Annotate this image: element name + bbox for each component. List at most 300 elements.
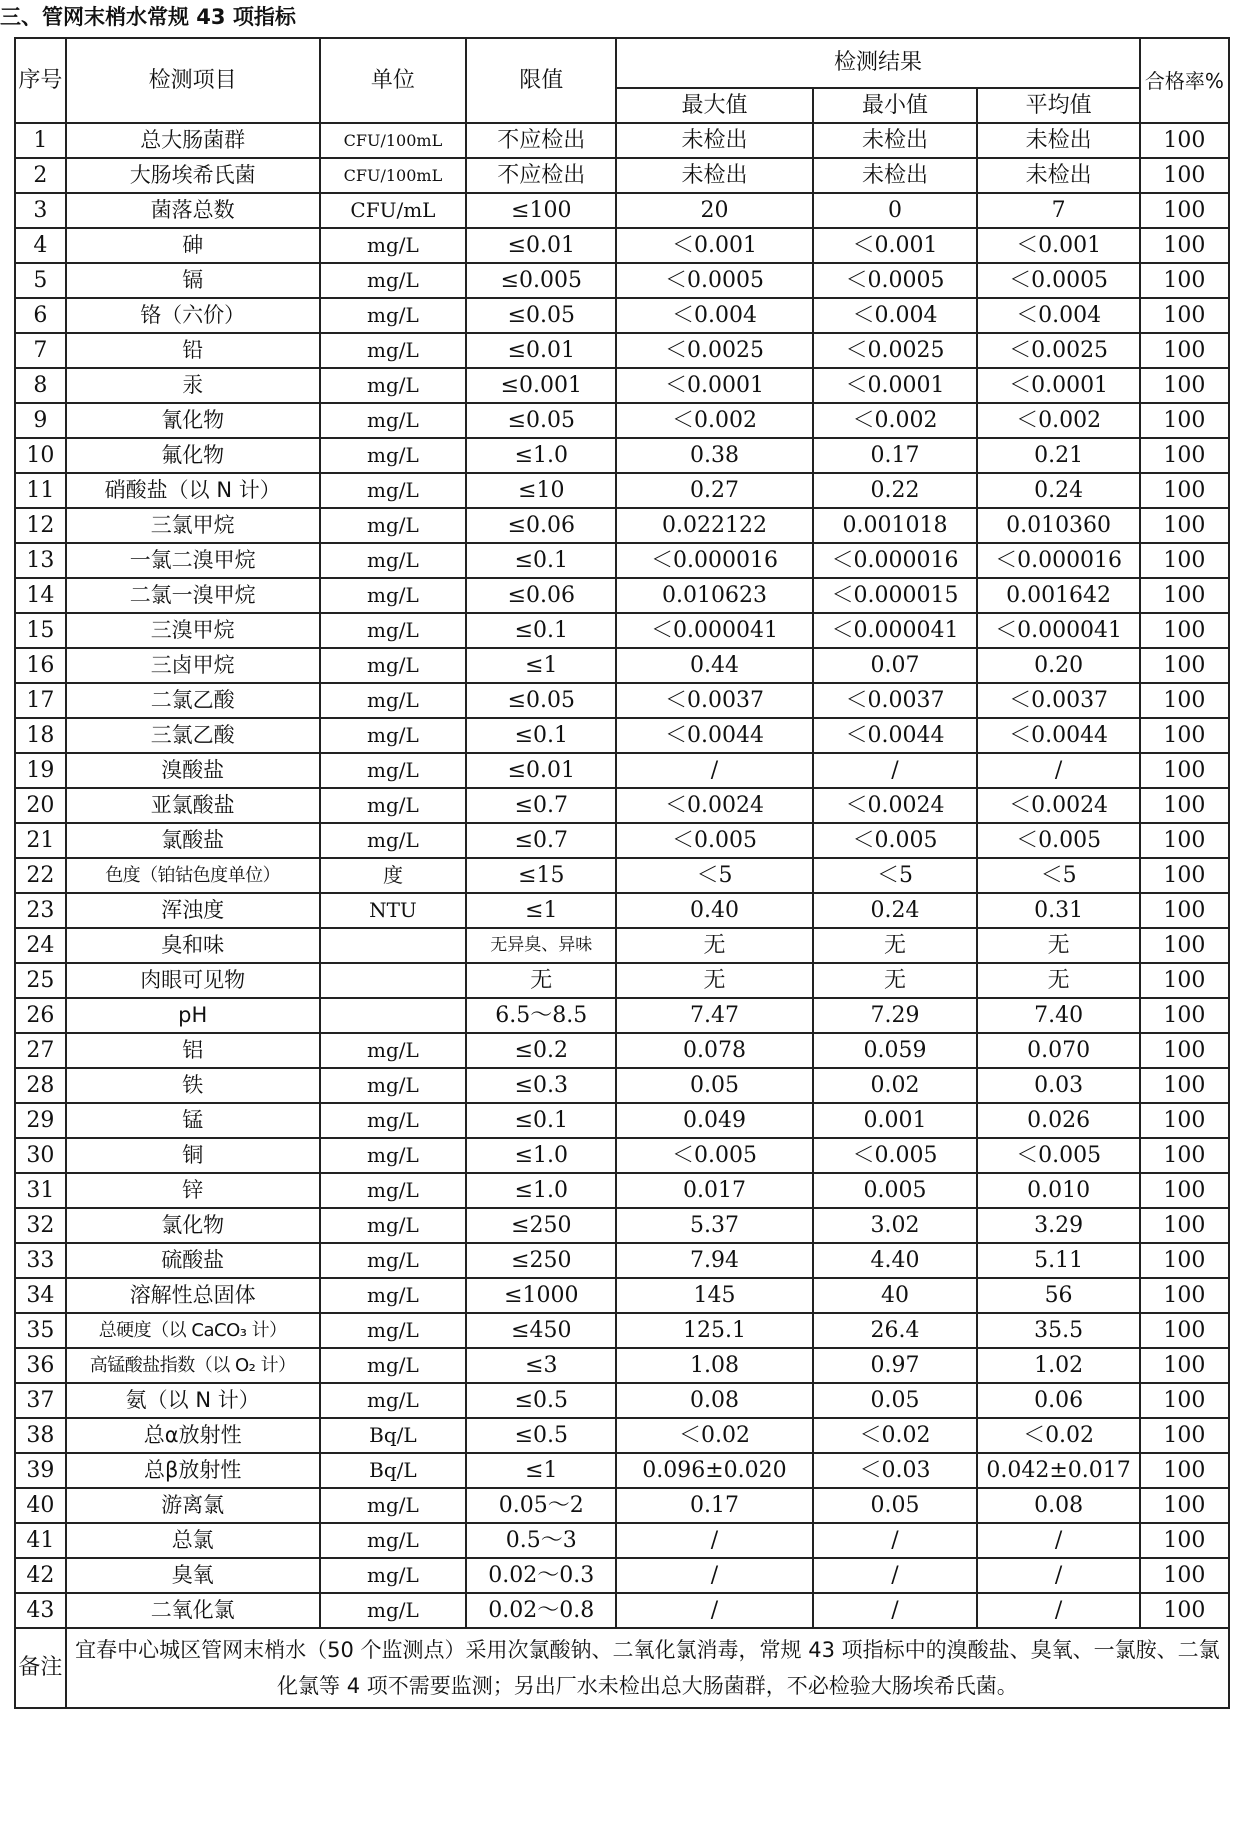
cell-max: 0.096±0.020: [616, 1453, 812, 1488]
cell-rate: 100: [1140, 333, 1229, 368]
cell-item: 肉眼可见物: [66, 963, 320, 998]
cell-min: ＜0.02: [813, 1418, 978, 1453]
cell-min: ＜5: [813, 858, 978, 893]
cell-rate: 100: [1140, 1418, 1229, 1453]
cell-item: 氟化物: [66, 438, 320, 473]
cell-avg: 0.010360: [977, 508, 1139, 543]
cell-max: 7.94: [616, 1243, 812, 1278]
cell-avg: ＜0.0025: [977, 333, 1139, 368]
cell-max: ＜0.0037: [616, 683, 812, 718]
cell-rate: 100: [1140, 858, 1229, 893]
cell-min: 0.17: [813, 438, 978, 473]
cell-max: 未检出: [616, 123, 812, 158]
cell-rate: 100: [1140, 228, 1229, 263]
cell-item: 氯化物: [66, 1208, 320, 1243]
cell-avg: ＜0.002: [977, 403, 1139, 438]
cell-max: ＜0.001: [616, 228, 812, 263]
cell-item: 三卤甲烷: [66, 648, 320, 683]
table-row: [15, 718, 1229, 753]
table-footer: [15, 1628, 1229, 1708]
cell-max: 1.08: [616, 1348, 812, 1383]
cell-min: /: [813, 1558, 978, 1593]
cell-limit: ≤250: [466, 1243, 616, 1278]
cell-min: 0.059: [813, 1033, 978, 1068]
cell-rate: 100: [1140, 368, 1229, 403]
cell-limit: ≤3: [466, 1348, 616, 1383]
cell-limit: ≤0.06: [466, 578, 616, 613]
cell-unit: mg/L: [320, 368, 467, 403]
cell-limit: ≤450: [466, 1313, 616, 1348]
table-row: [15, 928, 1229, 963]
cell-item: 氨（以 N 计）: [66, 1383, 320, 1418]
cell-min: ＜0.005: [813, 823, 978, 858]
cell-item: 亚氯酸盐: [66, 788, 320, 823]
cell-max: ＜0.0025: [616, 333, 812, 368]
cell-unit: mg/L: [320, 1138, 467, 1173]
cell-avg: ＜0.0037: [977, 683, 1139, 718]
cell-max: ＜0.000016: [616, 543, 812, 578]
cell-min: ＜0.0025: [813, 333, 978, 368]
table-row: [15, 333, 1229, 368]
cell-unit: mg/L: [320, 473, 467, 508]
cell-unit: mg/L: [320, 718, 467, 753]
header-rate: 合格率%: [1140, 38, 1229, 123]
cell-no: 39: [15, 1453, 66, 1488]
cell-rate: 100: [1140, 508, 1229, 543]
header-no: 序号: [15, 38, 66, 123]
cell-max: 0.38: [616, 438, 812, 473]
cell-rate: 100: [1140, 718, 1229, 753]
cell-item: 高锰酸盐指数（以 O₂ 计）: [66, 1348, 320, 1383]
cell-min: 0.001: [813, 1103, 978, 1138]
cell-rate: 100: [1140, 893, 1229, 928]
note-label: 备注: [15, 1628, 66, 1708]
cell-unit: mg/L: [320, 613, 467, 648]
note-text: 宜春中心城区管网末梢水（50 个监测点）采用次氯酸钠、二氧化氯消毒，常规 43 项指标中的溴酸盐、臭氧、一氯胺、二氯化氯等 4 项不需要监测；另出厂水未检出总大肠菌群，不必检验大肠埃希氏菌。: [66, 1628, 1229, 1708]
cell-limit: 无: [466, 963, 616, 998]
cell-unit: mg/L: [320, 1173, 467, 1208]
cell-min: 0.02: [813, 1068, 978, 1103]
cell-min: 0.05: [813, 1383, 978, 1418]
cell-item: 总硬度（以 CaCO₃ 计）: [66, 1313, 320, 1348]
cell-item: 铝: [66, 1033, 320, 1068]
cell-no: 40: [15, 1488, 66, 1523]
cell-limit: 0.05～2: [466, 1488, 616, 1523]
cell-rate: 100: [1140, 1278, 1229, 1313]
cell-max: ＜0.0001: [616, 368, 812, 403]
table-row: [15, 1418, 1229, 1453]
table-row: [15, 963, 1229, 998]
cell-item: 浑浊度: [66, 893, 320, 928]
cell-min: ＜0.03: [813, 1453, 978, 1488]
cell-no: 1: [15, 123, 66, 158]
cell-rate: 100: [1140, 648, 1229, 683]
cell-avg: 0.06: [977, 1383, 1139, 1418]
cell-item: 总氯: [66, 1523, 320, 1558]
cell-avg: ＜0.0044: [977, 718, 1139, 753]
cell-no: 10: [15, 438, 66, 473]
cell-min: /: [813, 1593, 978, 1628]
cell-no: 15: [15, 613, 66, 648]
cell-avg: 0.010: [977, 1173, 1139, 1208]
cell-unit: mg/L: [320, 333, 467, 368]
table-row: [15, 1033, 1229, 1068]
cell-limit: 无异臭、异味: [466, 928, 616, 963]
cell-rate: 100: [1140, 823, 1229, 858]
cell-max: 0.44: [616, 648, 812, 683]
cell-item: 总α放射性: [66, 1418, 320, 1453]
note-row: [15, 1628, 1229, 1708]
cell-limit: ≤0.01: [466, 753, 616, 788]
cell-unit: mg/L: [320, 578, 467, 613]
cell-rate: 100: [1140, 1173, 1229, 1208]
table-row: [15, 228, 1229, 263]
header-min: 最小值: [813, 88, 978, 123]
cell-unit: mg/L: [320, 753, 467, 788]
cell-item: pH: [66, 998, 320, 1033]
cell-limit: ≤0.3: [466, 1068, 616, 1103]
cell-limit: ≤0.1: [466, 613, 616, 648]
cell-avg: 56: [977, 1278, 1139, 1313]
table-row: [15, 648, 1229, 683]
cell-min: 7.29: [813, 998, 978, 1033]
cell-no: 33: [15, 1243, 66, 1278]
cell-limit: ≤1000: [466, 1278, 616, 1313]
results-table: [14, 37, 1230, 1709]
table-row: [15, 613, 1229, 648]
cell-item: 铜: [66, 1138, 320, 1173]
cell-limit: ≤1: [466, 893, 616, 928]
cell-max: ＜0.005: [616, 1138, 812, 1173]
cell-no: 24: [15, 928, 66, 963]
cell-item: 一氯二溴甲烷: [66, 543, 320, 578]
cell-min: /: [813, 1523, 978, 1558]
cell-avg: 0.21: [977, 438, 1139, 473]
cell-unit: mg/L: [320, 1243, 467, 1278]
cell-min: 0.07: [813, 648, 978, 683]
cell-no: 20: [15, 788, 66, 823]
cell-max: /: [616, 1558, 812, 1593]
cell-max: 无: [616, 928, 812, 963]
cell-avg: 无: [977, 963, 1139, 998]
table-row: [15, 893, 1229, 928]
cell-limit: 0.02～0.3: [466, 1558, 616, 1593]
table-row: [15, 1243, 1229, 1278]
table-row: [15, 1348, 1229, 1383]
cell-no: 3: [15, 193, 66, 228]
cell-avg: 7.40: [977, 998, 1139, 1033]
cell-limit: ≤15: [466, 858, 616, 893]
cell-avg: 无: [977, 928, 1139, 963]
cell-rate: 100: [1140, 683, 1229, 718]
cell-min: ＜0.001: [813, 228, 978, 263]
cell-min: ＜0.0001: [813, 368, 978, 403]
cell-rate: 100: [1140, 998, 1229, 1033]
cell-avg: 5.11: [977, 1243, 1139, 1278]
cell-avg: 0.31: [977, 893, 1139, 928]
cell-no: 37: [15, 1383, 66, 1418]
cell-min: 0.22: [813, 473, 978, 508]
cell-unit: mg/L: [320, 1103, 467, 1138]
cell-unit: mg/L: [320, 1208, 467, 1243]
cell-no: 13: [15, 543, 66, 578]
cell-unit: mg/L: [320, 263, 467, 298]
cell-rate: 100: [1140, 1208, 1229, 1243]
cell-item: 二氯一溴甲烷: [66, 578, 320, 613]
table-row: [15, 123, 1229, 158]
header-max: 最大值: [616, 88, 812, 123]
cell-rate: 100: [1140, 1033, 1229, 1068]
header-row-1: [15, 38, 1229, 88]
cell-no: 38: [15, 1418, 66, 1453]
cell-avg: ＜0.000041: [977, 613, 1139, 648]
cell-unit: mg/L: [320, 1523, 467, 1558]
cell-min: 26.4: [813, 1313, 978, 1348]
cell-rate: 100: [1140, 963, 1229, 998]
cell-min: 无: [813, 963, 978, 998]
cell-no: 14: [15, 578, 66, 613]
cell-item: 镉: [66, 263, 320, 298]
cell-min: 未检出: [813, 158, 978, 193]
cell-no: 31: [15, 1173, 66, 1208]
cell-max: ＜0.0044: [616, 718, 812, 753]
cell-item: 二氧化氯: [66, 1593, 320, 1628]
cell-no: 21: [15, 823, 66, 858]
cell-max: 0.27: [616, 473, 812, 508]
cell-unit: CFU/mL: [320, 193, 467, 228]
cell-limit: ≤0.7: [466, 823, 616, 858]
table-row: [15, 193, 1229, 228]
cell-avg: 未检出: [977, 123, 1139, 158]
cell-limit: ≤1.0: [466, 1173, 616, 1208]
cell-no: 12: [15, 508, 66, 543]
cell-max: 5.37: [616, 1208, 812, 1243]
cell-limit: ≤0.1: [466, 1103, 616, 1138]
cell-rate: 100: [1140, 1068, 1229, 1103]
cell-no: 26: [15, 998, 66, 1033]
cell-min: 无: [813, 928, 978, 963]
cell-avg: /: [977, 1593, 1139, 1628]
cell-no: 8: [15, 368, 66, 403]
cell-min: ＜0.0044: [813, 718, 978, 753]
cell-avg: ＜0.004: [977, 298, 1139, 333]
cell-avg: /: [977, 1558, 1139, 1593]
cell-limit: ≤0.1: [466, 543, 616, 578]
cell-unit: mg/L: [320, 1488, 467, 1523]
table-row: [15, 578, 1229, 613]
cell-no: 34: [15, 1278, 66, 1313]
cell-unit: mg/L: [320, 1593, 467, 1628]
cell-avg: ＜0.0024: [977, 788, 1139, 823]
cell-limit: ≤0.05: [466, 298, 616, 333]
cell-no: 19: [15, 753, 66, 788]
cell-item: 氰化物: [66, 403, 320, 438]
cell-rate: 100: [1140, 193, 1229, 228]
cell-unit: mg/L: [320, 543, 467, 578]
cell-min: 4.40: [813, 1243, 978, 1278]
cell-unit: mg/L: [320, 1278, 467, 1313]
cell-no: 18: [15, 718, 66, 753]
cell-unit: NTU: [320, 893, 467, 928]
cell-max: ＜0.02: [616, 1418, 812, 1453]
cell-unit: [320, 963, 467, 998]
table-row: [15, 1383, 1229, 1418]
cell-unit: mg/L: [320, 508, 467, 543]
cell-max: 0.022122: [616, 508, 812, 543]
cell-min: 0.97: [813, 1348, 978, 1383]
cell-rate: 100: [1140, 1593, 1229, 1628]
cell-no: 11: [15, 473, 66, 508]
cell-unit: mg/L: [320, 1558, 467, 1593]
table-row: [15, 298, 1229, 333]
cell-min: ＜0.004: [813, 298, 978, 333]
cell-unit: mg/L: [320, 1348, 467, 1383]
table-row: [15, 858, 1229, 893]
cell-max: 未检出: [616, 158, 812, 193]
cell-limit: 6.5～8.5: [466, 998, 616, 1033]
cell-item: 二氯乙酸: [66, 683, 320, 718]
cell-avg: ＜5: [977, 858, 1139, 893]
cell-item: 铁: [66, 1068, 320, 1103]
cell-item: 臭氧: [66, 1558, 320, 1593]
table-row: [15, 788, 1229, 823]
cell-max: ＜5: [616, 858, 812, 893]
cell-item: 大肠埃希氏菌: [66, 158, 320, 193]
cell-item: 硫酸盐: [66, 1243, 320, 1278]
table-row: [15, 158, 1229, 193]
cell-avg: ＜0.0005: [977, 263, 1139, 298]
cell-limit: ≤0.001: [466, 368, 616, 403]
header-item: 检测项目: [66, 38, 320, 123]
cell-item: 三氯甲烷: [66, 508, 320, 543]
cell-rate: 100: [1140, 403, 1229, 438]
section-title: 三、管网末梢水常规 43 项指标: [0, 5, 296, 29]
cell-rate: 100: [1140, 753, 1229, 788]
cell-min: ＜0.000015: [813, 578, 978, 613]
cell-rate: 100: [1140, 1558, 1229, 1593]
cell-avg: 0.001642: [977, 578, 1139, 613]
cell-unit: mg/L: [320, 1383, 467, 1418]
cell-limit: ≤250: [466, 1208, 616, 1243]
table-row: [15, 1208, 1229, 1243]
cell-rate: 100: [1140, 473, 1229, 508]
cell-no: 30: [15, 1138, 66, 1173]
table-body: [15, 123, 1229, 1628]
cell-unit: CFU/100mL: [320, 158, 467, 193]
cell-min: 0.001018: [813, 508, 978, 543]
table-row: [15, 1103, 1229, 1138]
cell-limit: ≤0.1: [466, 718, 616, 753]
cell-item: 溴酸盐: [66, 753, 320, 788]
cell-max: 0.08: [616, 1383, 812, 1418]
header-result: 检测结果: [616, 38, 1140, 88]
cell-item: 硝酸盐（以 N 计）: [66, 473, 320, 508]
cell-rate: 100: [1140, 1138, 1229, 1173]
cell-item: 汞: [66, 368, 320, 403]
cell-limit: ≤1.0: [466, 1138, 616, 1173]
cell-item: 色度（铂钴色度单位）: [66, 858, 320, 893]
cell-max: ＜0.0005: [616, 263, 812, 298]
cell-rate: 100: [1140, 1103, 1229, 1138]
cell-unit: mg/L: [320, 403, 467, 438]
cell-min: 3.02: [813, 1208, 978, 1243]
cell-item: 砷: [66, 228, 320, 263]
cell-no: 4: [15, 228, 66, 263]
cell-min: 0.005: [813, 1173, 978, 1208]
cell-min: 40: [813, 1278, 978, 1313]
table-row: [15, 1278, 1229, 1313]
cell-no: 43: [15, 1593, 66, 1628]
cell-max: /: [616, 753, 812, 788]
cell-max: 0.40: [616, 893, 812, 928]
cell-limit: ≤1: [466, 1453, 616, 1488]
cell-min: ＜0.005: [813, 1138, 978, 1173]
header-limit: 限值: [466, 38, 616, 123]
header-unit: 单位: [320, 38, 467, 123]
cell-max: 7.47: [616, 998, 812, 1033]
cell-max: 0.049: [616, 1103, 812, 1138]
cell-max: 0.05: [616, 1068, 812, 1103]
cell-avg: 未检出: [977, 158, 1139, 193]
cell-unit: mg/L: [320, 648, 467, 683]
cell-unit: mg/L: [320, 1033, 467, 1068]
cell-max: ＜0.005: [616, 823, 812, 858]
cell-avg: /: [977, 1523, 1139, 1558]
cell-unit: mg/L: [320, 298, 467, 333]
cell-avg: ＜0.005: [977, 823, 1139, 858]
table-row: [15, 1523, 1229, 1558]
table-row: [15, 683, 1229, 718]
cell-avg: 0.042±0.017: [977, 1453, 1139, 1488]
cell-min: ＜0.0005: [813, 263, 978, 298]
cell-no: 27: [15, 1033, 66, 1068]
cell-max: ＜0.002: [616, 403, 812, 438]
cell-avg: 0.20: [977, 648, 1139, 683]
table-row: [15, 403, 1229, 438]
table-row: [15, 1068, 1229, 1103]
cell-min: 未检出: [813, 123, 978, 158]
table-row: [15, 1558, 1229, 1593]
cell-limit: ≤0.05: [466, 403, 616, 438]
cell-no: 6: [15, 298, 66, 333]
table-row: [15, 1313, 1229, 1348]
cell-avg: 35.5: [977, 1313, 1139, 1348]
cell-max: 0.078: [616, 1033, 812, 1068]
cell-limit: ≤0.06: [466, 508, 616, 543]
cell-no: 2: [15, 158, 66, 193]
cell-max: /: [616, 1593, 812, 1628]
cell-no: 22: [15, 858, 66, 893]
cell-no: 36: [15, 1348, 66, 1383]
cell-limit: ≤0.5: [466, 1418, 616, 1453]
cell-rate: 100: [1140, 578, 1229, 613]
cell-max: /: [616, 1523, 812, 1558]
cell-avg: ＜0.02: [977, 1418, 1139, 1453]
table-row: [15, 1173, 1229, 1208]
cell-no: 35: [15, 1313, 66, 1348]
cell-no: 29: [15, 1103, 66, 1138]
cell-unit: mg/L: [320, 1068, 467, 1103]
cell-no: 23: [15, 893, 66, 928]
cell-limit: ≤100: [466, 193, 616, 228]
cell-min: ＜0.000016: [813, 543, 978, 578]
table-row: [15, 543, 1229, 578]
cell-avg: 0.08: [977, 1488, 1139, 1523]
header-avg: 平均值: [977, 88, 1139, 123]
cell-unit: mg/L: [320, 683, 467, 718]
cell-limit: 0.02～0.8: [466, 1593, 616, 1628]
cell-max: 0.010623: [616, 578, 812, 613]
